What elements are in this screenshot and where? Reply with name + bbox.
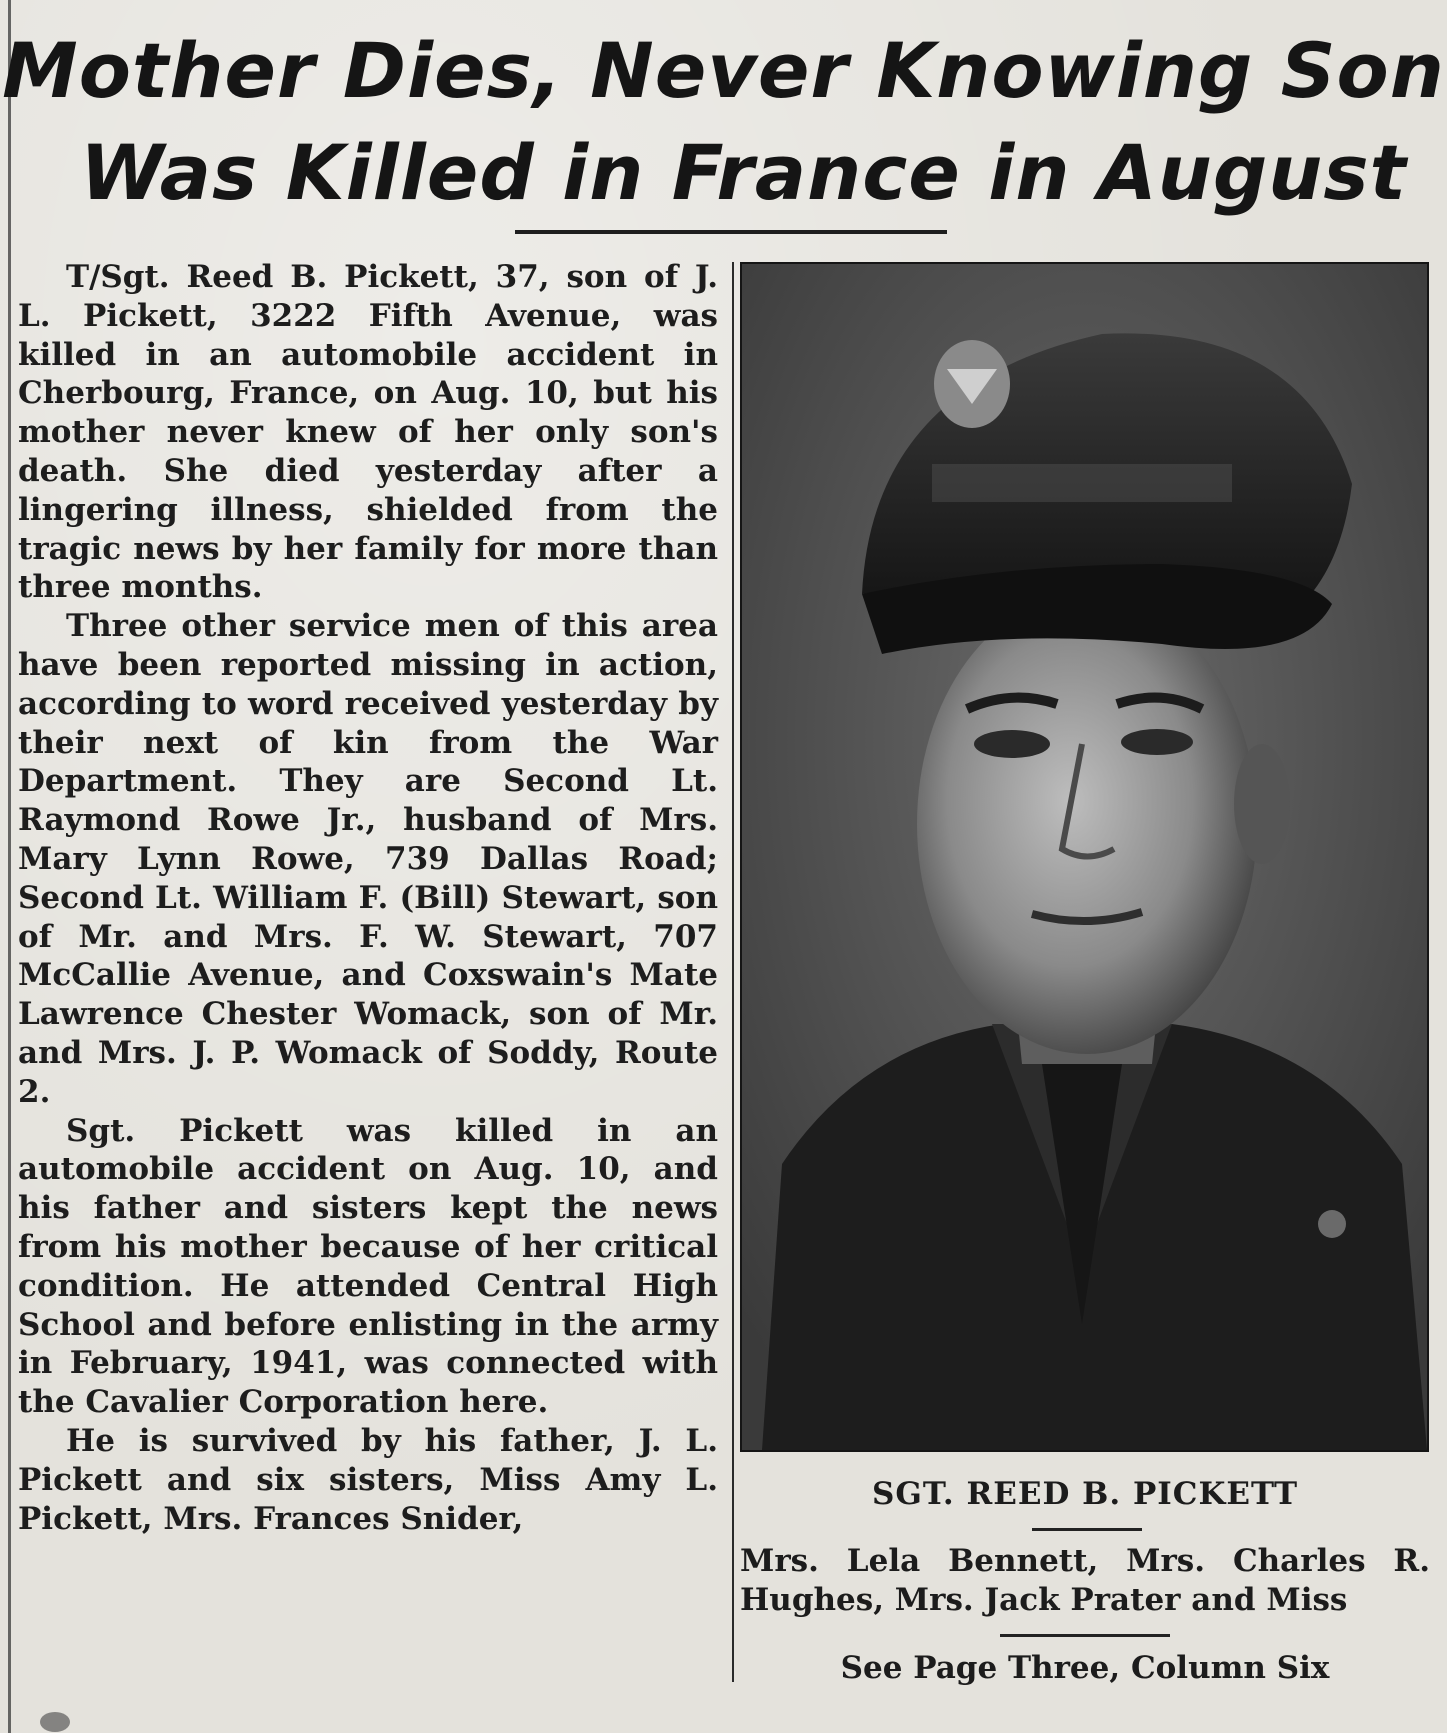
article-paragraph: He is survived by his father, J. L. Pickett and six sisters, Miss Amy L. Pickett, Mrs. Frances Snider, <box>18 1422 718 1537</box>
ink-smudge <box>40 1712 70 1732</box>
column-divider <box>732 262 734 1682</box>
headline <box>0 20 1447 224</box>
article-paragraph: Three other service men of this area have been reported missing in action, according to word received yesterday by their next of kin from the War Department. They are Second Lt. Raymond Rowe Jr., husband of Mrs. Mary Lynn Rowe, 739 Dallas Road; Second Lt. William F. (Bill) Stewart, son of Mr. and Mrs. F. W. Stewart, 707 McCallie Avenue, and Coxswain's Mate Lawrence Chester Womack, son of Mr. and Mrs. J. P. Womack of Soddy, Route 2. <box>18 608 718 1110</box>
photo-caption: SGT. REED B. PICKETT <box>871 1476 1299 1512</box>
headline-divider <box>515 230 947 234</box>
jump-line: See Page Three, Column Six <box>840 1650 1330 1686</box>
continuation-divider <box>1000 1634 1170 1637</box>
cap-eagle-badge-icon <box>934 340 1010 428</box>
page-edge-rule <box>8 0 11 1733</box>
survivors-continuation: Mrs. Lela Bennett, Mrs. Charles R. Hughes, Mrs. Jack Prater and Miss <box>740 1543 1430 1618</box>
article-paragraph: T/Sgt. Reed B. Pickett, 37, son of J. L. Pickett, 3222 Fifth Avenue, was killed in an automobile accident in Cherbourg, France, on Aug. 10, but his mother never knew of her only son's death. She died yesterday after a lingering illness, shielded from the tragic news by her family for more than three months. <box>18 259 718 606</box>
headline-line-2: Was Killed in France in August <box>80 128 1407 217</box>
article-paragraph: Sgt. Pickett was killed in an automobile accident on Aug. 10, and his father and sisters kept the news from his mother because of her critical condition. He attended Central High School and before enlisting in the army in February, 1941, was connected with the Cavalier Corporation here. <box>18 1112 718 1421</box>
headline-line-1: Mother Dies, Never Knowing Son <box>2 26 1445 115</box>
soldier-portrait-photo <box>740 262 1429 1452</box>
caption-divider <box>1032 1528 1142 1531</box>
article-body <box>18 258 718 1538</box>
portrait-image <box>742 264 1427 1450</box>
